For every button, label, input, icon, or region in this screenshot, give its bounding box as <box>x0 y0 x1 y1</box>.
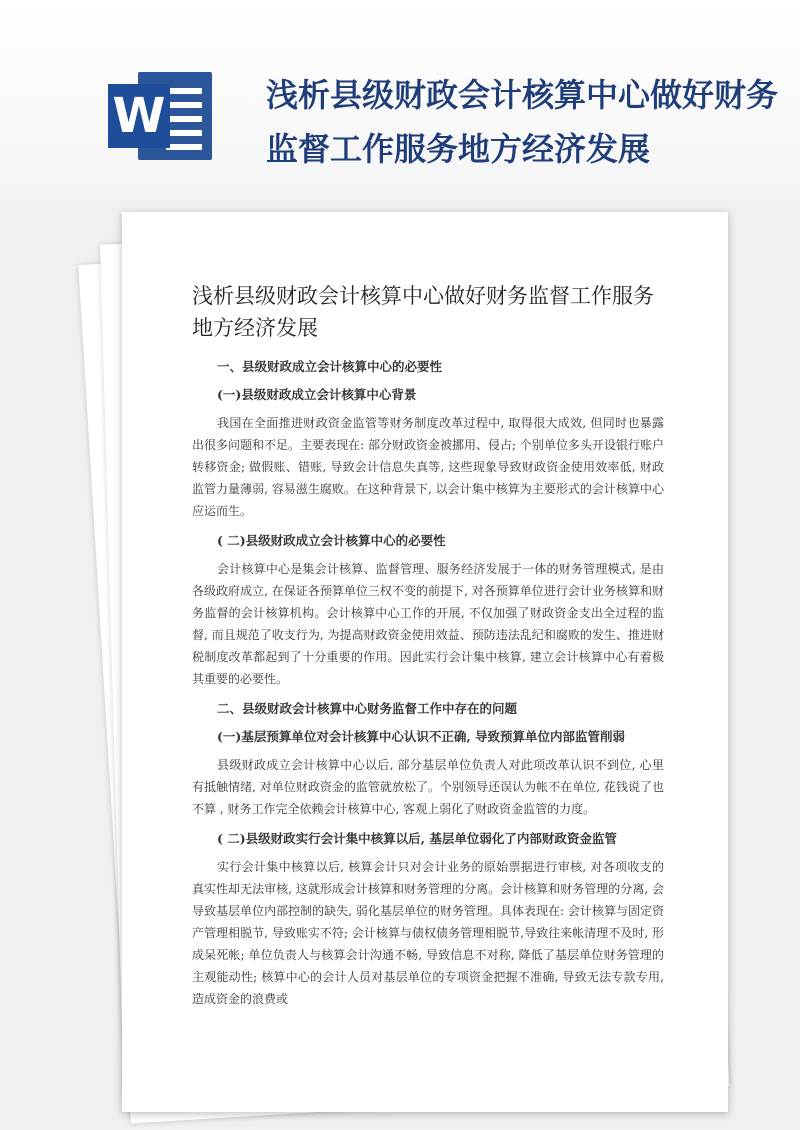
section-heading: (一)县级财政成立会计核算中心背景 <box>217 387 417 402</box>
word-document-icon <box>108 68 212 164</box>
body-paragraph: 实行会计集中核算以后, 核算会计只对会计业务的原始票据进行审核, 对各项收支的真实性却无法审核, 这就形成会计核算和财务管理的分离。会计核算和财务管理的分离, 会导致基层单位内部控制的缺失, 弱化基层单位的财务管理。具体表现在: 会计核算与固定资产管理相脱节, 导致账实不符; 会计核算与债权债务管理相脱节,导致往来帐清理不及时, 形成呆死帐; 单位负责人与核算会计沟通不畅, 导致信息不对称, 降低了基层单位财务管理的主观能动性; 核算中心的会计人员对基层单位的专项资金把握不准确, 导致无法专款专用, 造成资金的浪费或 <box>192 860 664 1006</box>
section-heading: 一、县级财政成立会计核算中心的必要性 <box>217 359 443 374</box>
document-body <box>192 356 664 1018</box>
header-title: 浅析县级财政会计核算中心做好财务监督工作服务地方经济发展 <box>266 76 779 168</box>
section-heading: (一)基层预算单位对会计核算中心认识不正确, 导致预算单位内部监管削弱 <box>217 729 626 744</box>
section-heading: ( 二)县级财政实行会计集中核算以后, 基层单位弱化了内部财政资金监管 <box>217 831 617 846</box>
body-paragraph: 会计核算中心是集会计核算、监督管理、服务经济发展于一体的财务管理模式, 是由各级政府成立, 在保证各预算单位三权不变的前提下, 对各预算单位进行会计业务核算和财务监督的会计核算机构。会计核算中心工作的开展, 不仅加强了财政资金支出全过程的监督, 而且规范了收支行为, 为提高财政资金使用效益、预防违法乱纪和腐败的发生、推进财税制度改革都起到了十分重要的作用。因此实行会计集中核算, 建立会计核算中心有着极其重要的必要性。 <box>192 562 664 686</box>
section-heading: ( 二)县级财政成立会计核算中心的必要性 <box>217 533 446 548</box>
document-title: 浅析县级财政会计核算中心做好财务监督工作服务地方经济发展 <box>192 284 654 340</box>
section-heading: 二、县级财政会计核算中心财务监督工作中存在的问题 <box>217 701 518 716</box>
word-icon-letter: W <box>108 84 170 148</box>
body-paragraph: 县级财政成立会计核算中心以后, 部分基层单位负责人对此项改革认识不到位, 心里有抵触情绪, 对单位财政资金的监管就放松了。个别领导还误认为帐不在单位, 花钱说了也不算 , 财务工作完全依赖会计核算中心, 客观上弱化了财政资金监管的力度。 <box>192 758 664 816</box>
document-page <box>122 212 728 1112</box>
body-paragraph: 我国在全面推进财政资金监管等财务制度改革过程中, 取得很大成效, 但同时也暴露出很多问题和不足。主要表现在: 部分财政资金被挪用、侵占; 个别单位多头开设银行账户转移资金; 做假账、错账, 导致会计信息失真等, 这些现象导致财政资金使用效率低, 财政监管力量薄弱, 容易滋生腐败。在这种背景下, 以会计集中核算为主要形式的会计核算中心应运而生。 <box>192 416 664 518</box>
preview-header <box>0 0 800 200</box>
